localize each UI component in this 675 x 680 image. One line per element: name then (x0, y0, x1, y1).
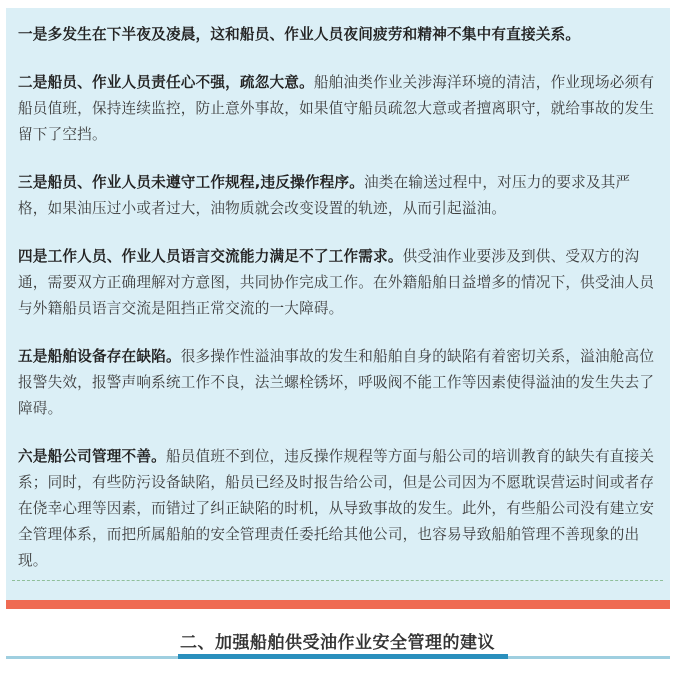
paragraph-6 (18, 444, 658, 574)
paragraph-lead: 一是多发生在下半夜及凌晨，这和船员、作业人员夜间疲劳和精神不集中有直接关系。 (18, 26, 581, 43)
content-panel (6, 8, 670, 600)
accent-bar (6, 600, 670, 609)
paragraph-lead: 六是船公司管理不善。 (18, 448, 166, 465)
paragraph-body: 船舶油类作业关涉海洋环境的清洁，作业现场必须有船员值班，保持连续监控，防止意外事故，如果值守船员疏忽大意或者擅离职守，就给事故的发生留下了空挡。 (18, 74, 655, 143)
paragraph-1 (18, 22, 658, 48)
paragraph-3 (18, 170, 658, 222)
paragraph-lead: 五是船舶设备存在缺陷。 (18, 348, 181, 365)
paragraph-body: 船员值班不到位，违反操作规程等方面与船公司的培训教育的缺失有直接关系；同时，有些防污设备缺陷，船员已经及时报告给公司，但是公司因为不愿耽误营运时间或者存在侥幸心理等因素，而错过了纠正缺陷的时机，从导致事故的发生。此外，有些船公司没有建立安全管理体系，而把所属船舶的安全管理责任委托给其他公司，也容易导致船舶管理不善现象的出现。 (18, 448, 655, 569)
paragraph-lead: 二是船员、作业人员责任心不强，疏忽大意。 (18, 74, 314, 91)
paragraph-5 (18, 344, 658, 422)
paragraph-lead: 四是工作人员、作业人员语言交流能力满足不了工作需求。 (18, 248, 403, 265)
heading-underline-accent (178, 654, 508, 659)
section-heading: 二、加强船舶供受油作业安全管理的建议 (180, 633, 495, 653)
paragraph-body: 供受油作业要涉及到供、受双方的沟通，需要双方正确理解对方意图，共同协作完成工作。在外籍船舶日益增多的情况下，供受油人员与外籍船员语言交流是阻挡正常交流的一大障碍。 (18, 248, 655, 317)
paragraph-body: 很多操作性溢油事故的发生和船舶自身的缺陷有着密切关系，溢油舱高位报警失效，报警声响系统工作不良，法兰螺栓锈坏，呼吸阀不能工作等因素使得溢油的发生失去了障碍。 (18, 348, 655, 417)
paragraph-body: 油类在输送过程中，对压力的要求及其严格，如果油压过小或者过大，油物质就会改变设置的轨迹，从而引起溢油。 (18, 174, 631, 217)
paragraph-2 (18, 70, 658, 148)
dotted-divider (12, 580, 663, 581)
paragraph-lead: 三是船员、作业人员未遵守工作规程,违反操作程序。 (18, 174, 365, 191)
paragraph-4 (18, 244, 658, 322)
